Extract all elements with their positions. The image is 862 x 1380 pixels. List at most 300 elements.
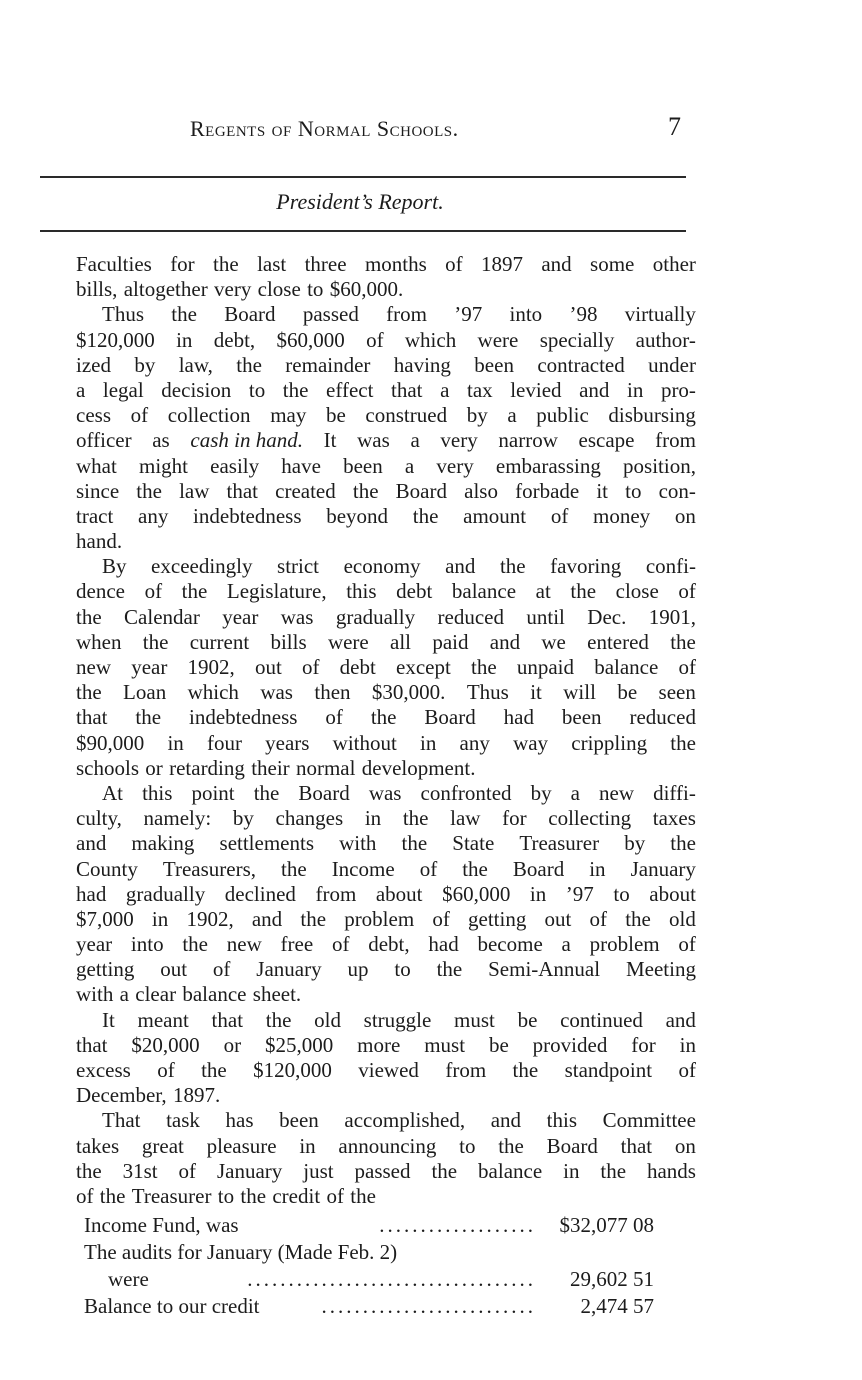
word: it xyxy=(530,680,542,705)
text-line xyxy=(76,806,696,831)
word: under xyxy=(648,352,696,377)
word: on xyxy=(674,1133,696,1158)
word: the xyxy=(300,906,327,931)
word: declined xyxy=(224,881,296,906)
word: unpaid xyxy=(516,655,574,679)
word: of xyxy=(419,856,438,881)
word: new xyxy=(76,655,111,679)
word: specially xyxy=(539,327,615,352)
word: Thus xyxy=(102,302,144,327)
text-line xyxy=(76,479,696,504)
word: namely: xyxy=(143,806,212,831)
word: 1901, xyxy=(648,604,696,629)
word: seen xyxy=(658,680,696,705)
word: law xyxy=(179,478,210,503)
text-line xyxy=(76,302,696,327)
word: and xyxy=(665,1007,696,1032)
word: passed xyxy=(354,1158,411,1183)
word: of xyxy=(301,655,320,679)
word: the xyxy=(282,377,309,402)
word: any xyxy=(138,503,169,528)
word: Board xyxy=(546,1133,598,1158)
word: ’97 xyxy=(565,881,594,906)
word: forbade xyxy=(515,478,580,503)
word: was xyxy=(260,680,293,705)
word: of xyxy=(678,579,696,604)
word: At xyxy=(102,780,123,805)
word: sheet. xyxy=(252,982,302,1007)
word: the xyxy=(76,1158,102,1183)
word: to xyxy=(307,277,324,302)
ledger-row xyxy=(84,1266,684,1293)
word: been xyxy=(279,1108,319,1133)
section-title: President’s Report. xyxy=(276,189,444,214)
word: that xyxy=(211,1007,244,1032)
word: was xyxy=(357,428,390,453)
word: easily xyxy=(210,453,260,478)
word: out xyxy=(160,957,188,982)
word: for xyxy=(631,1032,656,1057)
word: getting xyxy=(468,906,527,931)
word: have xyxy=(281,453,321,478)
word: dence xyxy=(76,579,125,604)
word: passed xyxy=(302,302,359,327)
word: to xyxy=(459,1133,476,1158)
word: the xyxy=(498,1133,524,1158)
word: by xyxy=(530,780,552,805)
word: Board xyxy=(298,780,350,805)
balance-ledger xyxy=(84,1212,684,1320)
word: $60,000 xyxy=(276,327,345,352)
text-line xyxy=(76,328,696,353)
word: contracted xyxy=(537,352,625,377)
word: beyond xyxy=(326,503,389,528)
word: then xyxy=(314,680,351,705)
word: in xyxy=(589,856,606,881)
word: That xyxy=(102,1108,141,1133)
word: debt xyxy=(339,655,376,679)
word: that xyxy=(76,1032,108,1057)
word: must xyxy=(454,1007,495,1032)
word: 31st xyxy=(122,1158,158,1183)
word: cash in hand. xyxy=(190,428,303,453)
word: remainder xyxy=(285,352,371,377)
ledger-amount: $32,077 08 xyxy=(559,1213,654,1237)
word: with xyxy=(76,982,114,1007)
word: the xyxy=(402,806,429,831)
word: Committee xyxy=(602,1108,696,1133)
word: in xyxy=(151,906,169,931)
word: year xyxy=(222,604,259,629)
word: until xyxy=(526,604,565,629)
word: County xyxy=(76,856,138,881)
word: effect xyxy=(326,377,374,402)
word: retarding xyxy=(169,755,245,780)
word: may xyxy=(270,403,307,428)
word: economy xyxy=(343,554,421,579)
text-line xyxy=(76,428,696,453)
word: Treasurers, xyxy=(162,856,256,881)
word: diffi- xyxy=(653,780,696,805)
word: except xyxy=(396,655,451,679)
word: 1902, xyxy=(186,906,234,931)
word: been xyxy=(561,705,602,730)
word: development. xyxy=(361,755,476,780)
text-line xyxy=(76,504,696,529)
word: and xyxy=(76,831,107,856)
word: making xyxy=(131,831,195,856)
word: old xyxy=(669,906,696,931)
word: a xyxy=(440,377,450,402)
word: a xyxy=(507,403,517,428)
text-line xyxy=(76,529,696,554)
word: to xyxy=(217,1183,235,1208)
word: legal xyxy=(102,377,144,402)
word: indebtedness xyxy=(193,503,302,528)
word: having xyxy=(393,352,451,377)
ledger-label: were xyxy=(108,1267,149,1291)
word: of xyxy=(325,705,343,730)
word: task xyxy=(166,1108,200,1133)
word: was xyxy=(368,780,402,805)
word: $60,000. xyxy=(329,277,404,302)
text-line xyxy=(76,705,696,730)
word: new xyxy=(599,780,635,805)
ledger-leader-dots: ................................... xyxy=(247,1267,536,1291)
word: year xyxy=(131,655,168,679)
word: had xyxy=(428,932,459,957)
word: public xyxy=(536,403,589,428)
word: Treasurer xyxy=(519,831,600,856)
word: a xyxy=(404,453,415,478)
word: out xyxy=(254,655,282,679)
ledger-label: The audits for January (Made Feb. 2) xyxy=(84,1240,398,1264)
word: very xyxy=(440,428,478,453)
word: Legislature, xyxy=(226,579,327,604)
word: gradually xyxy=(335,604,416,629)
word: the xyxy=(570,579,597,604)
word: by xyxy=(624,831,646,856)
word: of xyxy=(678,932,696,957)
word: great xyxy=(141,1133,184,1158)
word: the xyxy=(412,503,439,528)
word: the xyxy=(401,831,428,856)
word: $120,000 xyxy=(253,1058,332,1082)
word: all xyxy=(390,629,412,654)
word: be xyxy=(617,680,638,705)
word: that xyxy=(226,478,259,503)
word: was xyxy=(280,604,314,629)
running-title: Regents of Normal Schools. xyxy=(190,116,459,141)
word: more xyxy=(357,1032,401,1057)
word: Board xyxy=(512,856,565,881)
word: the xyxy=(471,655,497,679)
text-line xyxy=(76,1159,696,1184)
word: this xyxy=(346,579,377,604)
word: clear xyxy=(135,982,177,1007)
word: a xyxy=(76,377,86,402)
word: narrow xyxy=(498,428,558,453)
word: confronted xyxy=(420,780,512,805)
word: law, xyxy=(178,352,213,377)
word: by xyxy=(134,352,156,377)
word: their xyxy=(251,755,290,780)
word: of xyxy=(432,906,450,931)
word: become xyxy=(477,932,543,957)
word: this xyxy=(142,780,173,805)
word: out xyxy=(544,906,572,931)
word: continued xyxy=(560,1007,643,1032)
word: the xyxy=(350,1183,376,1208)
ledger-row xyxy=(84,1239,684,1266)
word: will xyxy=(563,680,596,705)
text-line xyxy=(76,1108,696,1133)
text-line xyxy=(76,1184,696,1209)
text-line xyxy=(76,1083,696,1108)
word: year xyxy=(76,932,113,957)
word: takes xyxy=(76,1133,120,1158)
word: ized xyxy=(76,352,111,377)
word: Board xyxy=(395,478,447,503)
text-line xyxy=(76,353,696,378)
word: $30,000. xyxy=(371,680,446,705)
word: the xyxy=(281,856,307,881)
word: bills xyxy=(270,629,307,654)
word: pleasure xyxy=(206,1133,277,1158)
word: free xyxy=(280,932,314,957)
word: just xyxy=(303,1158,334,1183)
word: Calendar xyxy=(124,604,200,629)
word: balance xyxy=(594,655,659,679)
word: construed xyxy=(365,403,448,428)
word: also xyxy=(464,478,498,503)
word: and xyxy=(489,629,521,654)
header-rule-bottom xyxy=(40,230,686,232)
word: the xyxy=(76,680,102,705)
word: money xyxy=(593,503,651,528)
word: months xyxy=(364,252,427,276)
word: at xyxy=(535,579,551,604)
word: were xyxy=(477,327,519,352)
word: since xyxy=(76,478,120,503)
word: and xyxy=(490,1108,522,1133)
text-line xyxy=(76,982,696,1007)
word: decision xyxy=(161,377,232,402)
word: the xyxy=(352,478,379,503)
text-line xyxy=(76,1134,696,1159)
word: ’97 xyxy=(454,302,483,327)
word: had xyxy=(76,881,107,906)
word: credit xyxy=(272,1183,321,1208)
word: very xyxy=(214,277,252,302)
word: by xyxy=(466,403,488,428)
text-line xyxy=(76,932,696,957)
word: bills, xyxy=(76,277,118,302)
word: Semi-Annual xyxy=(488,957,601,982)
text-line xyxy=(76,554,696,579)
word: embarassing xyxy=(495,453,601,478)
text-line xyxy=(76,957,696,982)
word: Treasurer xyxy=(131,1183,212,1208)
word: which xyxy=(404,327,457,352)
word: indebtedness xyxy=(189,705,298,730)
ledger-amount: 2,474 57 xyxy=(580,1294,654,1318)
word: paid xyxy=(432,629,469,654)
word: years xyxy=(265,730,310,755)
word: to xyxy=(625,478,642,503)
word: $120,000 xyxy=(76,327,155,352)
word: of xyxy=(326,1183,344,1208)
word: other xyxy=(652,252,696,276)
word: taxes xyxy=(652,806,696,831)
word: law xyxy=(450,806,481,831)
word: to xyxy=(613,881,630,906)
word: settlements xyxy=(219,831,314,856)
word: from xyxy=(445,1058,487,1082)
word: the xyxy=(370,705,397,730)
word: the xyxy=(182,932,208,957)
word: close xyxy=(257,277,301,302)
word: from xyxy=(655,428,696,453)
ledger-label: Balance to our credit xyxy=(84,1294,260,1318)
running-head xyxy=(0,112,862,152)
word: exceedingly xyxy=(151,554,253,579)
word: the xyxy=(670,831,696,856)
word: Thus xyxy=(466,680,509,705)
word: three xyxy=(304,252,347,276)
word: the xyxy=(670,730,696,755)
word: close xyxy=(615,579,659,604)
text-line xyxy=(76,378,696,403)
word: the xyxy=(236,352,262,377)
word: to xyxy=(248,377,266,402)
word: into xyxy=(509,302,543,327)
word: hands xyxy=(646,1158,696,1183)
word: the xyxy=(76,604,102,629)
word: of xyxy=(130,403,149,428)
text-line xyxy=(76,605,696,630)
word: the xyxy=(99,1183,126,1208)
word: and xyxy=(251,906,283,931)
word: way xyxy=(513,730,549,755)
word: escape xyxy=(578,428,635,453)
word: the xyxy=(135,705,162,730)
word: $60,000 xyxy=(442,881,511,906)
word: $7,000 xyxy=(76,906,134,931)
ledger-amount: 29,602 51 xyxy=(570,1267,654,1291)
word: the xyxy=(253,780,280,805)
word: getting xyxy=(76,957,135,982)
word: on xyxy=(674,503,696,528)
word: 1902, xyxy=(187,655,235,679)
text-line xyxy=(76,731,696,756)
word: viewed xyxy=(358,1058,419,1082)
word: in xyxy=(420,730,437,755)
word: of xyxy=(589,906,608,931)
text-line xyxy=(76,857,696,882)
text-line xyxy=(76,454,696,479)
text-line xyxy=(76,1008,696,1033)
word: ’98 xyxy=(569,302,598,327)
word: been xyxy=(343,453,383,478)
word: new xyxy=(226,932,262,957)
word: changes xyxy=(275,806,344,831)
word: Board xyxy=(424,705,476,730)
word: for xyxy=(502,806,527,831)
word: created xyxy=(275,478,336,503)
text-line xyxy=(76,1058,696,1083)
word: collection xyxy=(167,403,251,428)
word: Income xyxy=(331,856,395,881)
word: to xyxy=(394,957,411,982)
word: the xyxy=(171,302,197,327)
word: were xyxy=(327,629,369,654)
word: officer xyxy=(76,428,132,453)
word: point xyxy=(191,780,235,805)
text-line xyxy=(76,680,696,705)
word: of xyxy=(157,1058,175,1082)
page-number: 7 xyxy=(668,112,681,141)
word: old xyxy=(314,1007,341,1032)
word: in xyxy=(364,806,382,831)
word: provided xyxy=(532,1032,608,1057)
header-rule-top xyxy=(40,176,686,178)
word: what xyxy=(76,453,117,478)
word: any xyxy=(459,730,490,755)
text-line xyxy=(76,579,696,604)
word: author- xyxy=(635,327,696,352)
word: and xyxy=(541,252,572,276)
word: and xyxy=(579,377,610,402)
word: $25,000 xyxy=(264,1032,334,1057)
word: in xyxy=(679,1032,696,1057)
word: and xyxy=(445,554,476,579)
word: be xyxy=(488,1032,509,1057)
word: a xyxy=(410,428,420,453)
text-line xyxy=(76,403,696,428)
word: be xyxy=(517,1007,538,1032)
word: problem xyxy=(344,906,415,931)
word: tax xyxy=(466,377,493,402)
word: the xyxy=(265,1007,292,1032)
word: January xyxy=(256,957,322,982)
text-line xyxy=(76,277,696,302)
word: By xyxy=(102,554,127,579)
word: with xyxy=(339,831,377,856)
word: 1897 xyxy=(481,252,523,276)
ledger-row xyxy=(84,1212,684,1239)
word: gradually xyxy=(125,881,206,906)
word: a xyxy=(561,932,571,957)
word: altogether xyxy=(123,277,208,302)
text-line xyxy=(76,882,696,907)
word: excess xyxy=(76,1058,131,1082)
word: the xyxy=(499,554,526,579)
word: been xyxy=(474,352,514,377)
word: debt, xyxy=(368,932,410,957)
word: of xyxy=(144,579,163,604)
word: Meeting xyxy=(625,957,696,982)
word: into xyxy=(130,932,164,957)
word: disbursing xyxy=(608,403,696,428)
word: of xyxy=(445,252,463,276)
text-line xyxy=(76,252,696,277)
word: without xyxy=(332,730,397,755)
word: of xyxy=(366,327,384,352)
word: of xyxy=(678,655,696,679)
word: in xyxy=(176,327,193,352)
word: Loan xyxy=(123,680,167,705)
